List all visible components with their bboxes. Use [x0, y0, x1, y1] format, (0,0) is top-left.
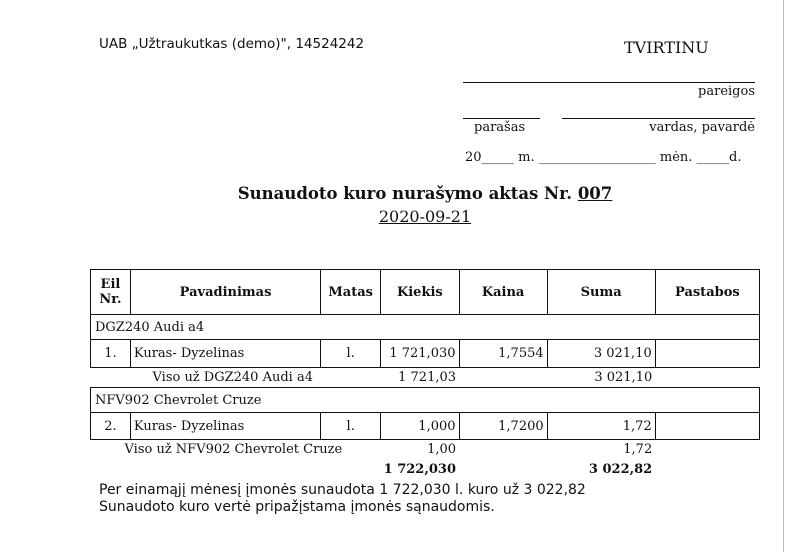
table-header	[91, 270, 760, 315]
item-price: 1,7554	[459, 340, 547, 368]
item-no: 2.	[91, 413, 131, 440]
vehicle-name: NFV902 Chevrolet Cruze	[91, 388, 760, 413]
item-notes	[655, 340, 759, 368]
document-date: 2020-09-21	[378, 207, 472, 226]
footer-line-1: Per einamąjį mėnesį įmonės sunaudota 1 722,030 l. kuro už 3 022,82	[99, 481, 586, 498]
subtotal-sum: 1,72	[623, 442, 653, 458]
document-number: 007	[577, 184, 613, 203]
position-line	[463, 82, 755, 83]
title-text: Sunaudoto kuro nurašymo aktas Nr.	[237, 184, 578, 203]
item-price: 1,7200	[459, 413, 547, 440]
subtotal-label: Viso už NFV902 Chevrolet Cruze	[124, 442, 343, 458]
name-line	[562, 118, 755, 119]
approve-title: TVIRTINU	[624, 38, 709, 57]
group-row	[91, 315, 760, 340]
document-title	[0, 184, 787, 204]
footer	[99, 482, 760, 516]
table-and-footer	[90, 269, 760, 516]
header-qty: Kiekis	[381, 270, 459, 315]
item-name: Kuras- Dyzelinas	[130, 340, 320, 368]
subtotal-row	[91, 440, 760, 460]
subtotal-row	[91, 368, 760, 388]
item-qty: 1,000	[381, 413, 459, 440]
vehicle-name: DGZ240 Audi a4	[91, 315, 760, 340]
header-price: Kaina	[459, 270, 547, 315]
total-row	[91, 460, 760, 480]
page-edge	[783, 0, 784, 552]
item-name: Kuras- Dyzelinas	[130, 413, 320, 440]
table-row	[91, 413, 760, 440]
item-unit: l.	[321, 340, 381, 368]
company-name: UAB „Užtraukutkas (demo)", 14524242	[99, 36, 365, 52]
item-sum: 1,72	[547, 413, 655, 440]
item-sum: 3 021,10	[547, 340, 655, 368]
signature-line	[463, 118, 540, 119]
fuel-table	[90, 269, 760, 480]
item-unit: l.	[321, 413, 381, 440]
name-label: vardas, pavardė	[649, 120, 755, 135]
subtotal-qty: 1 721,03	[398, 370, 457, 385]
item-no: 1.	[91, 340, 131, 368]
header-unit: Matas	[321, 270, 381, 315]
item-qty: 1 721,030	[381, 340, 459, 368]
header-notes: Pastabos	[655, 270, 759, 315]
header-no: Eil Nr.	[91, 270, 131, 315]
signature-label: parašas	[474, 120, 526, 135]
subtotal-sum: 3 021,10	[594, 370, 653, 385]
group-row	[91, 388, 760, 413]
table-row	[91, 340, 760, 368]
header-sum: Suma	[547, 270, 655, 315]
date-line: 20_____ m. __________________ mėn. _____d.	[465, 150, 742, 165]
item-notes	[655, 413, 759, 440]
position-label: pareigos	[698, 84, 755, 99]
footer-line-2: Sunaudoto kuro vertė pripažįstama įmonės sąnaudomis.	[99, 498, 495, 515]
total-sum: 3 022,82	[588, 462, 653, 477]
total-qty: 1 722,030	[383, 462, 457, 477]
header-name: Pavadinimas	[130, 270, 320, 315]
subtotal-label: Viso už DGZ240 Audi a4	[152, 370, 313, 385]
subtotal-qty: 1,00	[427, 442, 457, 458]
